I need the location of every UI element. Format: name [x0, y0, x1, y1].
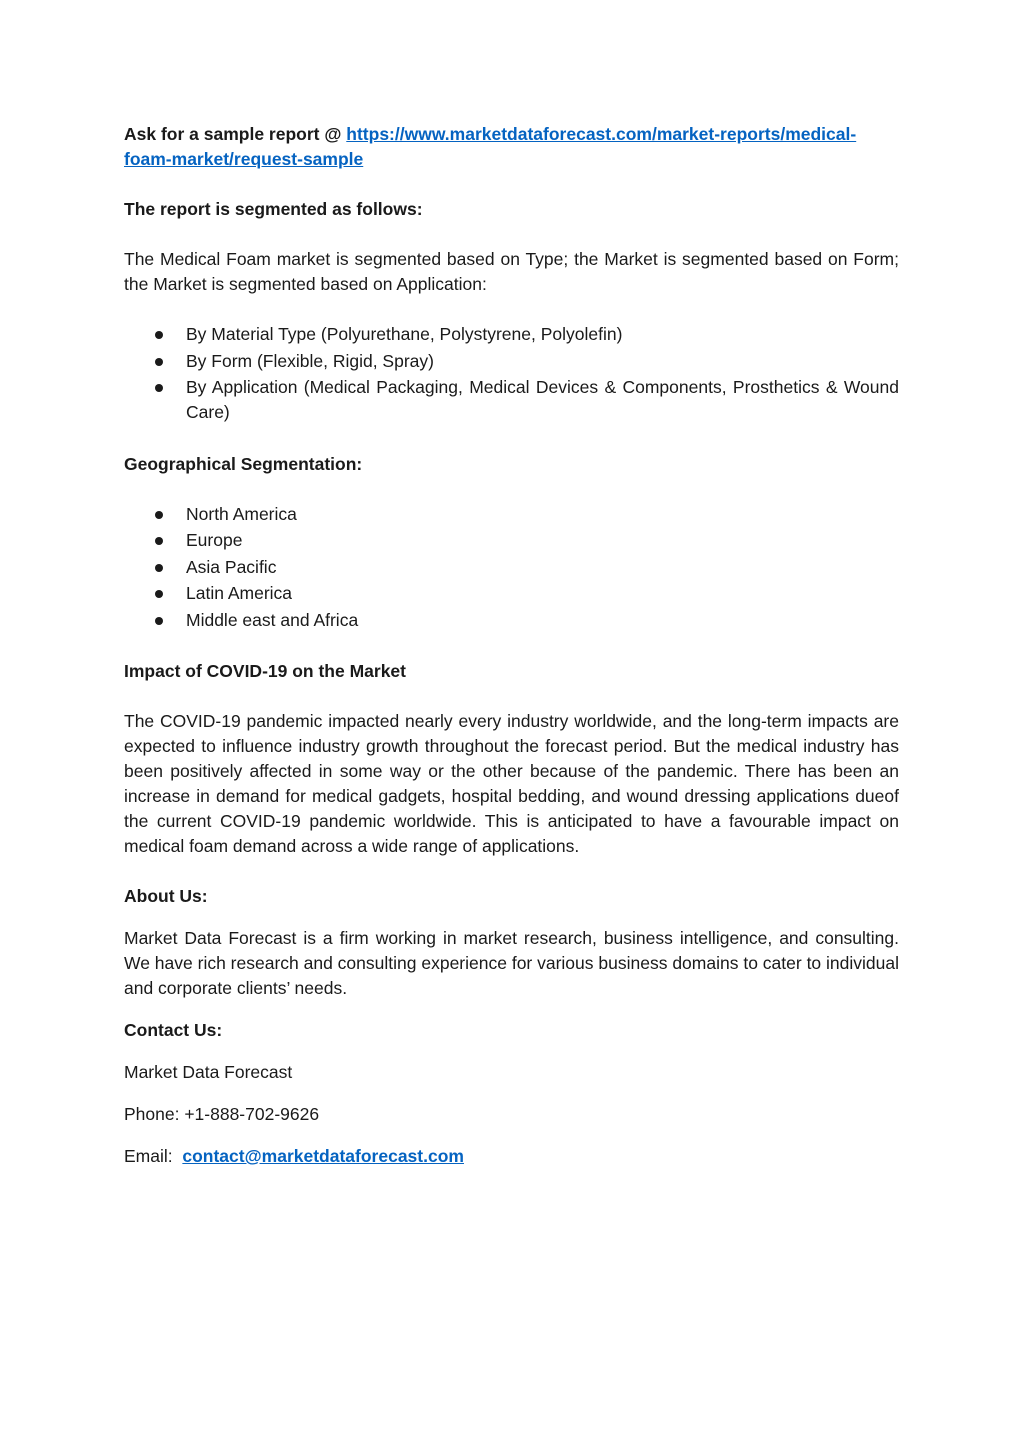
segmentation-intro: The Medical Foam market is segmented based on Type; the Market is segmented based on Form; the Market is segmented based on Application:: [124, 249, 899, 294]
list-item-text: By Form (Flexible, Rigid, Spray): [186, 350, 434, 371]
sample-request-link[interactable]: https://www.marketdataforecast.com/market-reports/medical-foam-market/request-sample: [124, 124, 857, 169]
contact-heading: Contact Us:: [124, 1020, 223, 1040]
contact-company: Market Data Forecast: [124, 1062, 293, 1082]
list-item: [124, 608, 899, 633]
bullet-icon: [155, 537, 163, 545]
bullet-icon: [155, 564, 163, 572]
list-item-text: By Material Type (Polyurethane, Polystyrene, Polyolefin): [186, 324, 623, 344]
sample-request-prefix: Ask for a sample report @: [124, 124, 347, 144]
covid-heading: Impact of COVID-19 on the Market: [124, 661, 406, 681]
document-page: [124, 122, 899, 1169]
bullet-icon: [155, 617, 163, 625]
list-item: [124, 581, 899, 606]
geo-list: [124, 502, 899, 633]
list-item-text: By Application (Medical Packaging, Medical Devices & Components, Prosthetics & Wound Care): [186, 377, 899, 422]
list-item-text: Latin America: [186, 583, 293, 603]
list-item-text: Asia Pacific: [186, 556, 277, 577]
covid-body: The COVID-19 pandemic impacted nearly every industry worldwide, and the long-term impacts are expected to influence industry growth throughout the forecast period. But the medical industry has been positively affected in some way or the other because of the pandemic. There has been an increase in demand for medical gadgets, hospital bedding, and wound dressing applications dueof the current COVID-19 pandemic worldwide. This is anticipated to have a favourable impact on medical foam demand across a wide range of applications.: [124, 711, 899, 856]
list-item-text: Middle east and Africa: [186, 609, 359, 630]
list-item-text: Europe: [186, 530, 243, 550]
list-item: [124, 555, 899, 580]
geo-heading: Geographical Segmentation:: [124, 453, 363, 474]
list-item: [124, 528, 899, 553]
contact-phone: Phone: +1-888-702-9626: [124, 1104, 320, 1124]
bullet-icon: [155, 511, 163, 519]
bullet-icon: [155, 384, 163, 392]
list-item: [124, 375, 899, 425]
list-item: [124, 502, 899, 527]
about-body: Market Data Forecast is a firm working in market research, business intelligence, and consulting. We have rich research and consulting experience for various business domains to cater to individual and corporate clients’ needs.: [124, 928, 899, 998]
sample-request-line: [124, 122, 899, 172]
bullet-icon: [155, 331, 163, 339]
bullet-icon: [155, 358, 163, 366]
bullet-icon: [155, 590, 163, 598]
contact-email-label: Email:: [124, 1146, 183, 1166]
segmentation-list: [124, 322, 899, 425]
contact-email-link[interactable]: contact@marketdataforecast.com: [182, 1146, 464, 1166]
list-item: [124, 322, 899, 347]
list-item: [124, 349, 899, 374]
contact-email-line: [124, 1144, 899, 1169]
segmentation-heading: The report is segmented as follows:: [124, 199, 423, 219]
about-heading: About Us:: [124, 886, 208, 906]
list-item-text: North America: [186, 503, 297, 524]
